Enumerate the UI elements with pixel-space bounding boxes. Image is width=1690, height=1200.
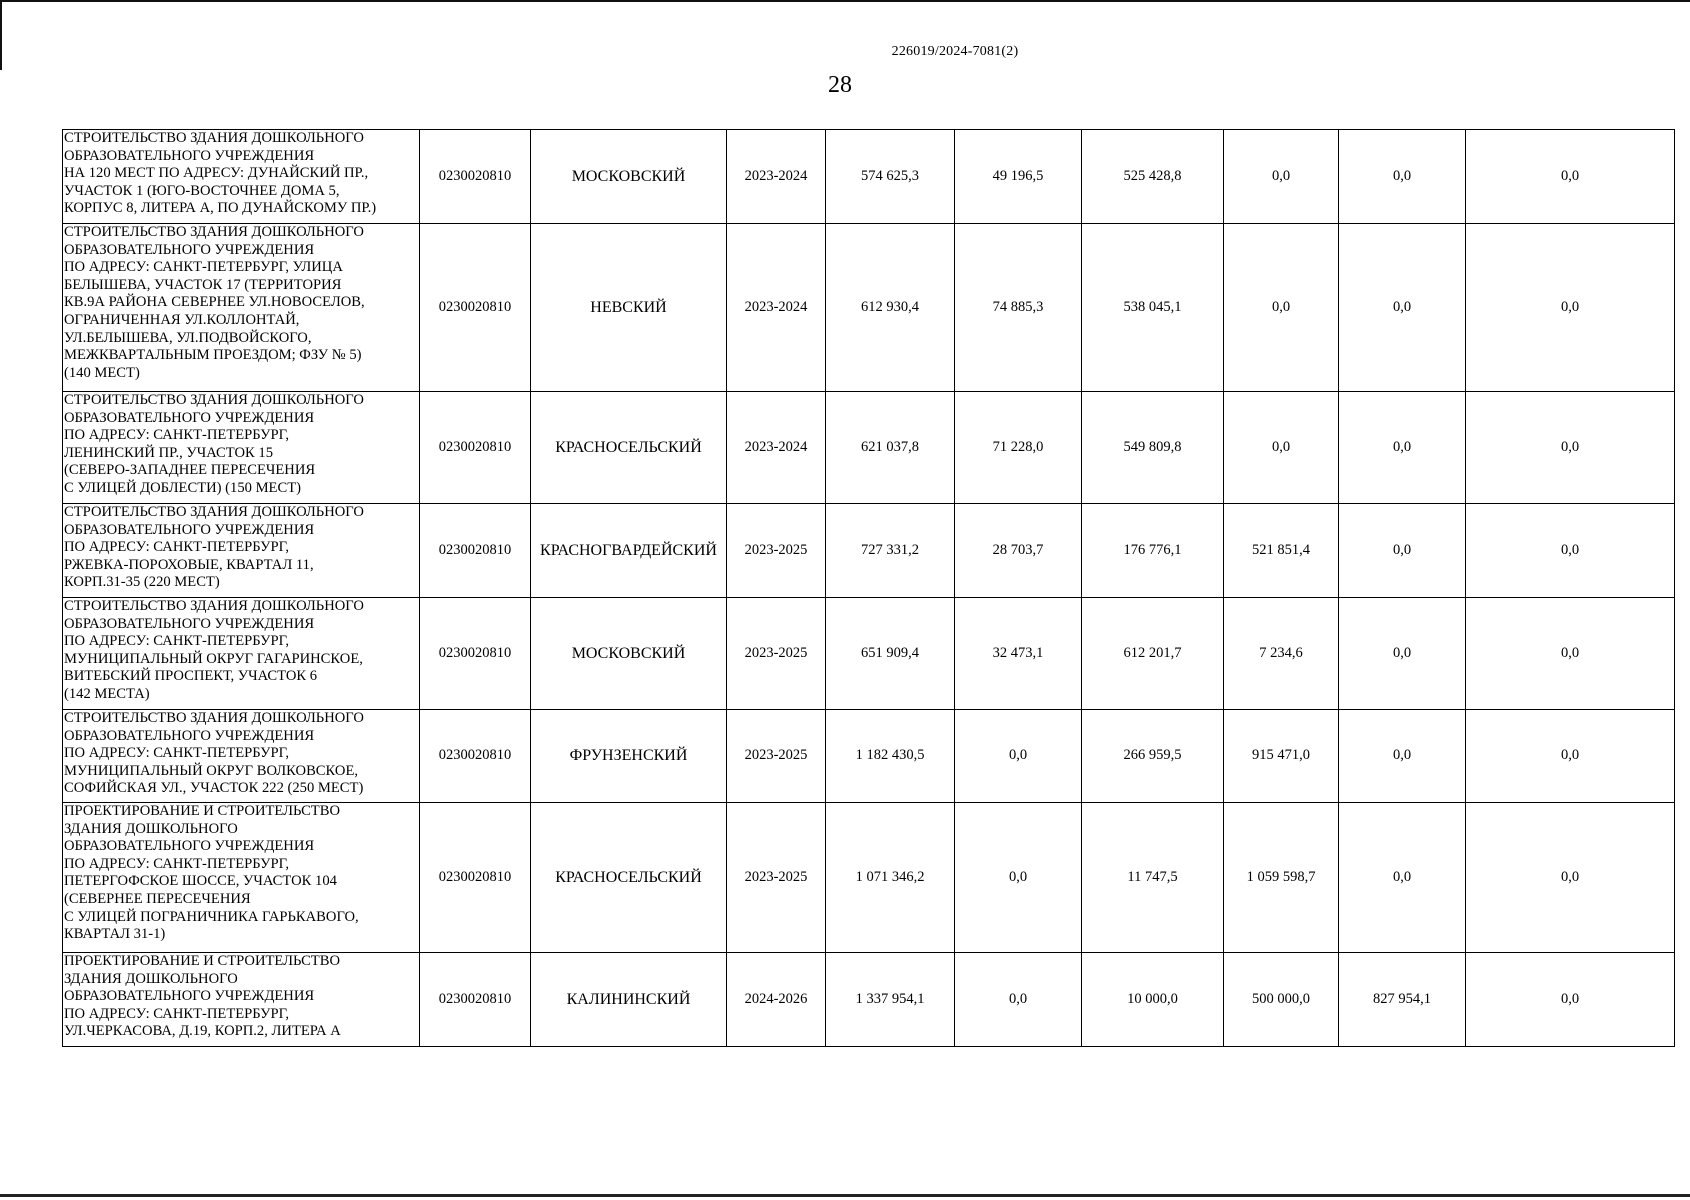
- object-name-cell: СТРОИТЕЛЬСТВО ЗДАНИЯ ДОШКОЛЬНОГО ОБРАЗОВАТЕЛЬНОГО УЧРЕЖДЕНИЯ ПО АДРЕСУ: САНКТ-ПЕТЕРБУРГ, РЖЕВКА-ПОРОХОВЫЕ, КВАРТАЛ 11, КОРП.31-35 (220 МЕСТ): [63, 504, 420, 598]
- value-4-cell: 827 954,1: [1339, 953, 1466, 1047]
- period-cell: 2023-2025: [727, 598, 826, 710]
- total-cost-cell: 1 071 346,2: [826, 803, 955, 953]
- value-3-cell: 0,0: [1224, 392, 1339, 504]
- table-row: [63, 130, 1675, 224]
- scan-edge-bottom: [0, 1194, 1690, 1197]
- table-row: [63, 710, 1675, 803]
- code-cell: 0230020810: [420, 598, 531, 710]
- object-name-cell: СТРОИТЕЛЬСТВО ЗДАНИЯ ДОШКОЛЬНОГО ОБРАЗОВАТЕЛЬНОГО УЧРЕЖДЕНИЯ ПО АДРЕСУ: САНКТ-ПЕТЕРБУРГ, МУНИЦИПАЛЬНЫЙ ОКРУГ ВОЛКОВСКОЕ, СОФИЙСКАЯ УЛ., УЧАСТОК 222 (250 МЕСТ): [63, 710, 420, 803]
- value-2-cell: 11 747,5: [1082, 803, 1224, 953]
- district-cell: КРАСНОГВАРДЕЙСКИЙ: [531, 504, 727, 598]
- object-name-cell: СТРОИТЕЛЬСТВО ЗДАНИЯ ДОШКОЛЬНОГО ОБРАЗОВАТЕЛЬНОГО УЧРЕЖДЕНИЯ НА 120 МЕСТ ПО АДРЕСУ: ДУНАЙСКИЙ ПР., УЧАСТОК 1 (ЮГО-ВОСТОЧНЕЕ ДОМА 5, КОРПУС 8, ЛИТЕРА А, ПО ДУНАЙСКОМУ ПР.): [63, 130, 420, 224]
- value-2-cell: 176 776,1: [1082, 504, 1224, 598]
- value-2-cell: 538 045,1: [1082, 224, 1224, 392]
- value-5-cell: 0,0: [1466, 130, 1675, 224]
- value-1-cell: 0,0: [955, 803, 1082, 953]
- value-5-cell: 0,0: [1466, 598, 1675, 710]
- object-name-cell: СТРОИТЕЛЬСТВО ЗДАНИЯ ДОШКОЛЬНОГО ОБРАЗОВАТЕЛЬНОГО УЧРЕЖДЕНИЯ ПО АДРЕСУ: САНКТ-ПЕТЕРБУРГ, ЛЕНИНСКИЙ ПР., УЧАСТОК 15 (СЕВЕРО-ЗАПАДНЕЕ ПЕРЕСЕЧЕНИЯ С УЛИЦЕЙ ДОБЛЕСТИ) (150 МЕСТ): [63, 392, 420, 504]
- value-4-cell: 0,0: [1339, 224, 1466, 392]
- district-cell: ФРУНЗЕНСКИЙ: [531, 710, 727, 803]
- value-1-cell: 71 228,0: [955, 392, 1082, 504]
- value-5-cell: 0,0: [1466, 504, 1675, 598]
- document-number: 226019/2024-7081(2): [891, 44, 1019, 59]
- value-1-cell: 32 473,1: [955, 598, 1082, 710]
- value-2-cell: 525 428,8: [1082, 130, 1224, 224]
- total-cost-cell: 1 182 430,5: [826, 710, 955, 803]
- total-cost-cell: 651 909,4: [826, 598, 955, 710]
- value-4-cell: 0,0: [1339, 130, 1466, 224]
- value-3-cell: 7 234,6: [1224, 598, 1339, 710]
- page-number: 28: [828, 72, 852, 98]
- value-4-cell: 0,0: [1339, 598, 1466, 710]
- table-row: [63, 392, 1675, 504]
- value-3-cell: 0,0: [1224, 130, 1339, 224]
- value-1-cell: 0,0: [955, 710, 1082, 803]
- value-3-cell: 0,0: [1224, 224, 1339, 392]
- district-cell: КРАСНОСЕЛЬСКИЙ: [531, 803, 727, 953]
- scan-edge-left: [0, 0, 2, 70]
- period-cell: 2023-2024: [727, 130, 826, 224]
- object-name-cell: ПРОЕКТИРОВАНИЕ И СТРОИТЕЛЬСТВО ЗДАНИЯ ДОШКОЛЬНОГО ОБРАЗОВАТЕЛЬНОГО УЧРЕЖДЕНИЯ ПО АДРЕСУ: САНКТ-ПЕТЕРБУРГ, УЛ.ЧЕРКАСОВА, Д.19, КОРП.2, ЛИТЕРА А: [63, 953, 420, 1047]
- value-4-cell: 0,0: [1339, 392, 1466, 504]
- value-2-cell: 10 000,0: [1082, 953, 1224, 1047]
- object-name-cell: ПРОЕКТИРОВАНИЕ И СТРОИТЕЛЬСТВО ЗДАНИЯ ДОШКОЛЬНОГО ОБРАЗОВАТЕЛЬНОГО УЧРЕЖДЕНИЯ ПО АДРЕСУ: САНКТ-ПЕТЕРБУРГ, ПЕТЕРГОФСКОЕ ШОССЕ, УЧАСТОК 104 (СЕВЕРНЕЕ ПЕРЕСЕЧЕНИЯ С УЛИЦЕЙ ПОГРАНИЧНИКА ГАРЬКАВОГО, КВАРТАЛ 31-1): [63, 803, 420, 953]
- value-4-cell: 0,0: [1339, 504, 1466, 598]
- value-3-cell: 521 851,4: [1224, 504, 1339, 598]
- value-1-cell: 49 196,5: [955, 130, 1082, 224]
- table-row: [63, 224, 1675, 392]
- district-cell: МОСКОВСКИЙ: [531, 130, 727, 224]
- value-4-cell: 0,0: [1339, 803, 1466, 953]
- value-5-cell: 0,0: [1466, 224, 1675, 392]
- period-cell: 2023-2024: [727, 224, 826, 392]
- period-cell: 2023-2025: [727, 803, 826, 953]
- table-row: [63, 953, 1675, 1047]
- district-cell: МОСКОВСКИЙ: [531, 598, 727, 710]
- value-3-cell: 915 471,0: [1224, 710, 1339, 803]
- code-cell: 0230020810: [420, 224, 531, 392]
- object-name-cell: СТРОИТЕЛЬСТВО ЗДАНИЯ ДОШКОЛЬНОГО ОБРАЗОВАТЕЛЬНОГО УЧРЕЖДЕНИЯ ПО АДРЕСУ: САНКТ-ПЕТЕРБУРГ, МУНИЦИПАЛЬНЫЙ ОКРУГ ГАГАРИНСКОЕ, ВИТЕБСКИЙ ПРОСПЕКТ, УЧАСТОК 6 (142 МЕСТА): [63, 598, 420, 710]
- value-2-cell: 266 959,5: [1082, 710, 1224, 803]
- table-row: [63, 504, 1675, 598]
- total-cost-cell: 1 337 954,1: [826, 953, 955, 1047]
- value-1-cell: 74 885,3: [955, 224, 1082, 392]
- value-1-cell: 0,0: [955, 953, 1082, 1047]
- table-row: [63, 803, 1675, 953]
- code-cell: 0230020810: [420, 953, 531, 1047]
- period-cell: 2023-2025: [727, 710, 826, 803]
- period-cell: 2023-2024: [727, 392, 826, 504]
- district-cell: КРАСНОСЕЛЬСКИЙ: [531, 392, 727, 504]
- code-cell: 0230020810: [420, 392, 531, 504]
- total-cost-cell: 574 625,3: [826, 130, 955, 224]
- total-cost-cell: 612 930,4: [826, 224, 955, 392]
- code-cell: 0230020810: [420, 803, 531, 953]
- scan-edge-top: [0, 0, 1690, 2]
- value-3-cell: 1 059 598,7: [1224, 803, 1339, 953]
- code-cell: 0230020810: [420, 710, 531, 803]
- value-5-cell: 0,0: [1466, 392, 1675, 504]
- value-4-cell: 0,0: [1339, 710, 1466, 803]
- object-name-cell: СТРОИТЕЛЬСТВО ЗДАНИЯ ДОШКОЛЬНОГО ОБРАЗОВАТЕЛЬНОГО УЧРЕЖДЕНИЯ ПО АДРЕСУ: САНКТ-ПЕТЕРБУРГ, УЛИЦА БЕЛЫШЕВА, УЧАСТОК 17 (ТЕРРИТОРИЯ КВ.9А РАЙОНА СЕВЕРНЕЕ УЛ.НОВОСЕЛОВ, ОГРАНИЧЕННАЯ УЛ.КОЛЛОНТАЙ, УЛ.БЕЛЫШЕВА, УЛ.ПОДВОЙСКОГО, МЕЖКВАРТАЛЬНЫМ ПРОЕЗДОМ; ФЗУ № 5) (140 МЕСТ): [63, 224, 420, 392]
- district-cell: НЕВСКИЙ: [531, 224, 727, 392]
- budget-table: [62, 129, 1675, 1047]
- district-cell: КАЛИНИНСКИЙ: [531, 953, 727, 1047]
- table-row: [63, 598, 1675, 710]
- total-cost-cell: 727 331,2: [826, 504, 955, 598]
- value-5-cell: 0,0: [1466, 803, 1675, 953]
- value-2-cell: 612 201,7: [1082, 598, 1224, 710]
- period-cell: 2024-2026: [727, 953, 826, 1047]
- code-cell: 0230020810: [420, 504, 531, 598]
- value-2-cell: 549 809,8: [1082, 392, 1224, 504]
- code-cell: 0230020810: [420, 130, 531, 224]
- total-cost-cell: 621 037,8: [826, 392, 955, 504]
- value-5-cell: 0,0: [1466, 710, 1675, 803]
- table-body: [63, 130, 1675, 1047]
- period-cell: 2023-2025: [727, 504, 826, 598]
- value-3-cell: 500 000,0: [1224, 953, 1339, 1047]
- value-5-cell: 0,0: [1466, 953, 1675, 1047]
- value-1-cell: 28 703,7: [955, 504, 1082, 598]
